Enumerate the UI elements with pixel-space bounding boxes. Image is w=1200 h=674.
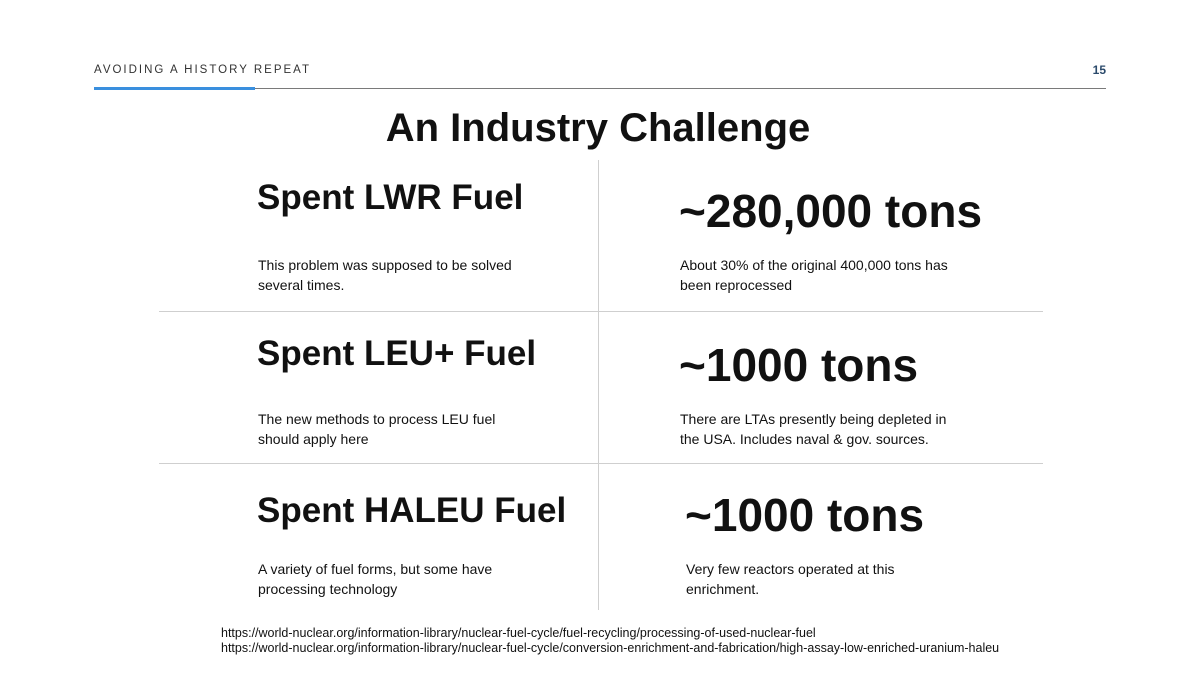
amount-description: Very few reactors operated at this enrichment. (686, 561, 895, 597)
row-divider (159, 463, 1043, 464)
column-divider (598, 160, 599, 610)
amount-cell-leu-plus (679, 338, 918, 392)
slide-title: An Industry Challenge (385, 106, 811, 150)
amount-description: There are LTAs presently being depleted in the USA. Includes naval & gov. sources. (680, 411, 947, 447)
amount-description: About 30% of the original 400,000 tons has been reprocessed (680, 257, 948, 293)
amount-cell-haleu (685, 488, 924, 542)
fuel-heading: Spent HALEU Fuel (257, 491, 567, 530)
fuel-description: This problem was supposed to be solved several times. (258, 257, 512, 293)
amount-cell-lwr (679, 184, 982, 238)
fuel-cell-leu-plus (257, 334, 536, 374)
source-link[interactable]: https://world-nuclear.org/information-library/nuclear-fuel-cycle/conversion-enrichment-and-fabrication/high-assay-low-enriched-uranium-haleu (221, 641, 1000, 655)
source-link[interactable]: https://world-nuclear.org/information-library/nuclear-fuel-cycle/fuel-recycling/processing-of-used-nuclear-fuel (221, 626, 816, 640)
amount-value: ~280,000 tons (679, 185, 983, 237)
header-accent-bar (94, 87, 255, 90)
fuel-cell-lwr (257, 178, 523, 218)
source-links (221, 626, 999, 656)
page-number: 15 (1092, 63, 1106, 77)
fuel-cell-haleu (257, 491, 566, 531)
fuel-description: A variety of fuel forms, but some have processing technology (258, 561, 493, 597)
amount-value: ~1000 tons (679, 339, 919, 391)
fuel-heading: Spent LEU+ Fuel (257, 334, 537, 373)
row-divider (159, 311, 1043, 312)
section-label: AVOIDING A HISTORY REPEAT (94, 64, 312, 76)
fuel-description: The new methods to process LEU fuel should apply here (258, 411, 496, 447)
fuel-heading: Spent LWR Fuel (257, 178, 524, 217)
amount-value: ~1000 tons (685, 489, 925, 541)
